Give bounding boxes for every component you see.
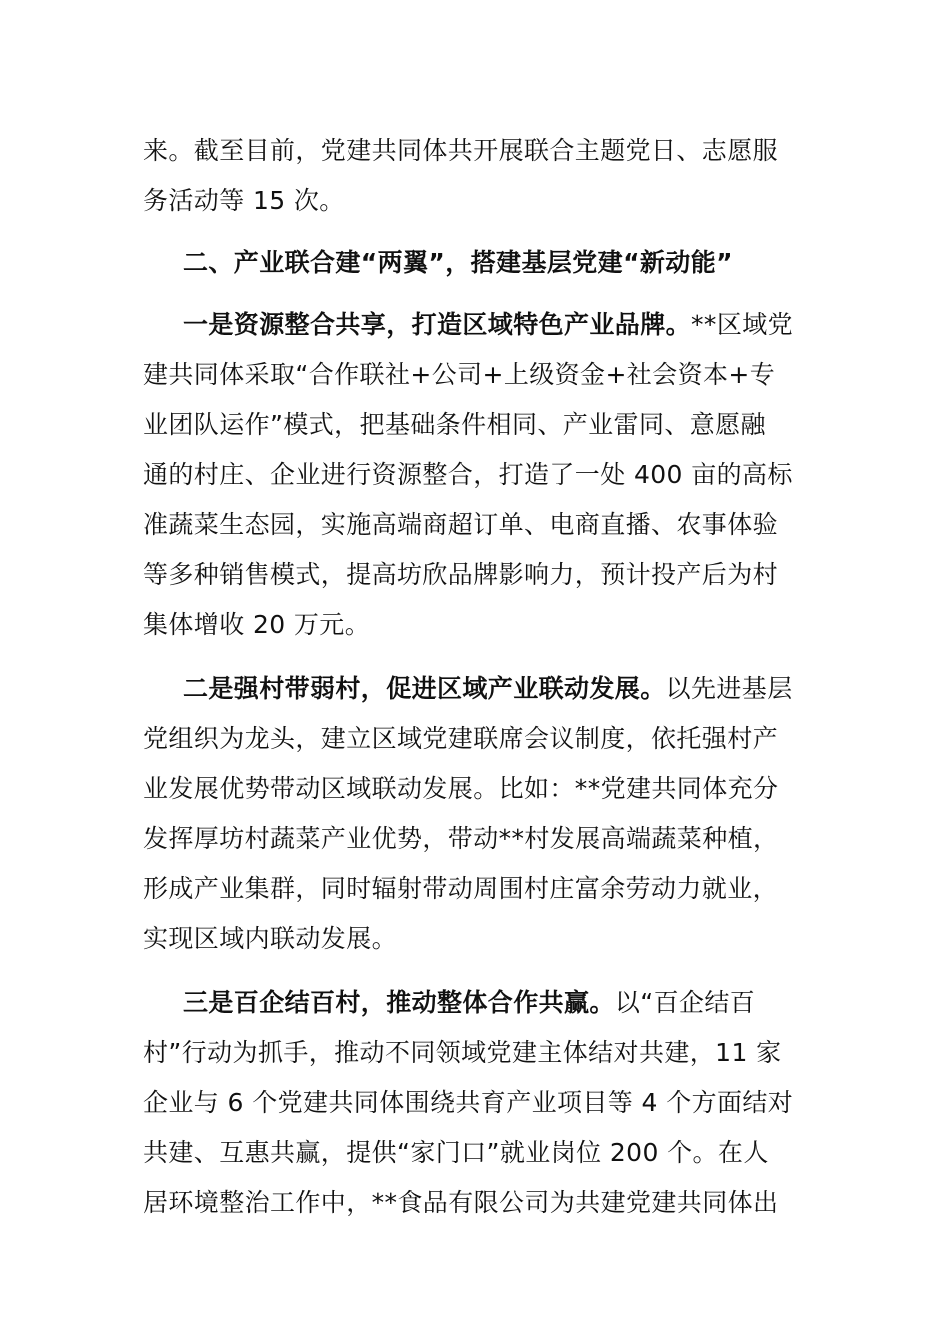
paragraph-line: 通的村庄、企业进行资源整合，打造了一处 400 亩的高标 [143,460,793,489]
paragraph-line-rest: **区域党 [691,310,794,339]
paragraph-line: 务活动等 15 次。 [143,186,345,215]
paragraph-line: 企业与 6 个党建共同体围绕共育产业项目等 4 个方面结对 [143,1088,794,1117]
paragraph-line: 业发展优势带动区域联动发展。比如：**党建共同体充分 [143,774,779,803]
paragraph-line: 来。截至目前，党建共同体共开展联合主题党日、志愿服 [143,136,779,165]
paragraph-line: 建共同体采取“合作联社+公司+上级资金+社会资本+专 [143,360,776,389]
paragraph-lead: 三是百企结百村，推动整体合作共赢。 [183,988,615,1017]
paragraph-line: 实现区域内联动发展。 [143,924,398,953]
paragraph-line: 村”行动为抓手，推动不同领域党建主体结对共建，11 家 [143,1038,782,1067]
paragraph-line: 居环境整治工作中，**食品有限公司为共建党建共同体出 [143,1188,779,1217]
paragraph-first-line [143,300,807,350]
paragraph-line: 发挥厚坊村蔬菜产业优势，带动**村发展高端蔬菜种植， [143,824,779,853]
paragraph-line: 共建、互惠共赢，提供“家门口”就业岗位 200 个。在人 [143,1138,769,1167]
paragraph-line: 党组织为龙头，建立区域党建联席会议制度，依托强村产 [143,724,779,753]
paragraph-first-line [143,664,807,714]
paragraph-line-rest: 以“百企结百 [614,988,756,1017]
paragraph-line: 形成产业集群，同时辐射带动周围村庄富余劳动力就业， [143,874,779,903]
paragraph-line: 准蔬菜生态园，实施高端商超订单、电商直播、农事体验 [143,510,779,539]
paragraph-line: 集体增收 20 万元。 [143,610,371,639]
paragraph-line-rest: 以先进基层 [665,674,793,703]
document-page [143,126,807,1228]
paragraph-line: 业团队运作”模式，把基础条件相同、产业雷同、意愿融 [143,410,766,439]
paragraph-lead: 二是强村带弱村，促进区域产业联动发展。 [183,674,666,703]
paragraph-lead: 一是资源整合共享，打造区域特色产业品牌。 [183,310,692,339]
paragraph-first-line [143,978,807,1028]
paragraph-line: 等多种销售模式，提高坊欣品牌影响力，预计投产后为村 [143,560,779,589]
section-heading: 二、产业联合建“两翼”，搭建基层党建“新动能” [183,248,733,277]
